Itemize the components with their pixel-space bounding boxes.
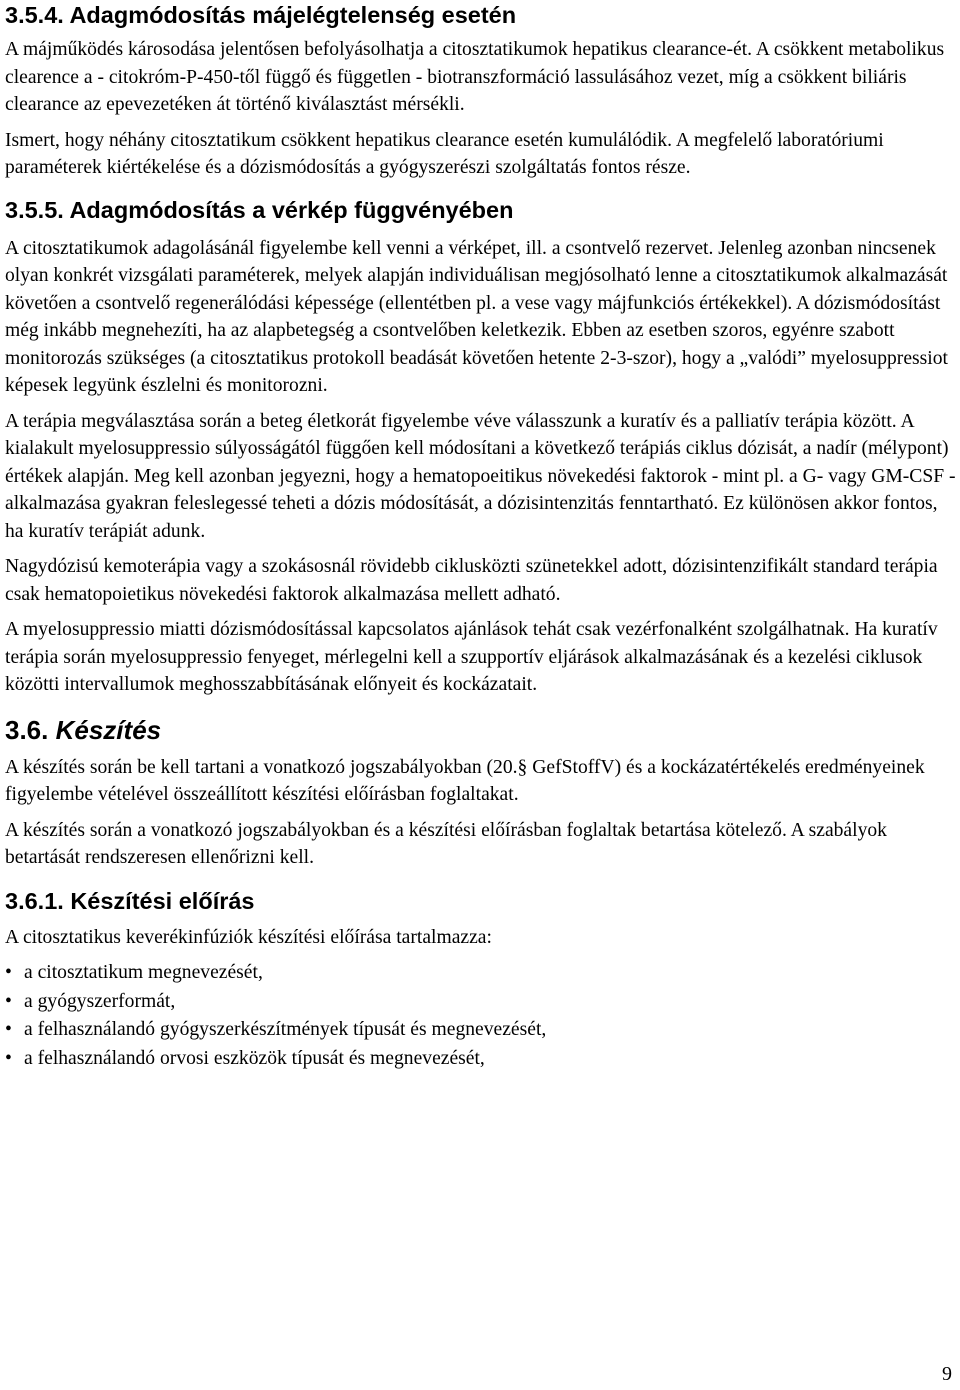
paragraph: A terápia megválasztása során a beteg életkorát figyelembe véve válasszunk a kuratív és a palliatív terápia között. A kialakult myelosuppressio súlyosságától függően kell módosítani a következő terápiás ciklus dózisát, a nadír (mélypont) értékek alapján. Meg kell azonban jegyezni, hogy a hematopoeitikus növekedési faktorok - mint pl. a G- vagy GM-CSF - alkalmazása gyakran feleslegessé teheti a dózis módosítását, a dózisintenzitás fenntartható. Ez különösen akkor fontos, ha kuratív terápiát adunk. [5, 410, 956, 542]
list-item: • a felhasználandó orvosi eszközök típusát és megnevezését, [5, 1045, 957, 1073]
paragraph: A készítés során be kell tartani a vonatkozó jogszabályokban (20.§ GefStoffV) és a kockázatértékelés eredményeinek figyelembe vételével összeállított készítési előírásban foglaltakat. [5, 756, 925, 805]
section-heading-3-5-4: 3.5.4. Adagmódosítás májelégtelenség esetén [5, 2, 517, 28]
document-page [5, 0, 957, 1072]
bullet-list [5, 959, 957, 1072]
section-number: 3.6. [5, 714, 49, 745]
paragraph: A májműködés károsodása jelentősen befolyásolhatja a citosztatikumok hepatikus clearance-ét. A csökkent metabolikus clearence a - citokróm-P-450-től függő és független - biotranszformáció lassulásához vezet, míg a csökkent biliáris clearance az epevezetéken át történő kiválasztást mérsékli. [5, 39, 945, 115]
paragraph: A myelosuppressio miatti dózismódosítással kapcsolatos ajánlások tehát csak vezérfonalként szolgálhatnak. Ha kuratív terápia során myelosuppressio fenyeget, mérlegelni kell a szupportív eljárások alkalmazásának és a kezelési ciklusok közötti intervallumok meghosszabbításának előnyeit és kockázatait. [5, 619, 938, 695]
section-heading-3-5-5: 3.5.5. Adagmódosítás a vérkép függvényében [5, 196, 514, 223]
paragraph: Nagydózisú kemoterápia vagy a szokásosnál rövidebb ciklusközti szünetekkel adott, dózisintenzifikált standard terápia csak hematopoietikus növekedési faktorok alkalmazása mellett adható. [5, 556, 938, 605]
paragraph: A citosztatikumok adagolásánál figyelembe kell venni a vérképet, ill. a csontvelő rezervet. Jelenleg azonban nincsenek olyan konkrét vizsgálati paraméterek, melyek alapján individuálisan megjósolható lenne a citosztatikumok alkalmazását követően a csontvelő regenerálódási képessége (ellentétben pl. a vese vagy májfunkciós értékekkel). A dózismódosítást még inkább megnehezíti, ha az alapbetegség a csontvelőben keletkezik. Ebben az esetben szoros, egyénre szabott monitorozás szükséges (a citosztatikus protokoll beadását követően hetente 2-3-szor), hogy a „valódi” myelosuppressiot képesek legyünk észlelni és monitorozni. [5, 237, 948, 396]
list-item: • a felhasználandó gyógyszerkészítmények típusát és megnevezését, [5, 1016, 957, 1044]
list-intro: A citosztatikus keverékinfúziók készítési előírása tartalmazza: [5, 926, 492, 948]
section-heading-3-6 [5, 713, 957, 747]
page-number: 9 [942, 1363, 952, 1385]
section-heading-3-6-1: 3.6.1. Készítési előírás [5, 887, 255, 914]
list-item: • a citosztatikum megnevezését, [5, 959, 957, 987]
section-title: Készítés [55, 714, 162, 745]
paragraph: A készítés során a vonatkozó jogszabályokban és a készítési előírásban foglaltak betartása kötelező. A szabályok betartását rendszeresen ellenőrizni kell. [5, 819, 887, 868]
list-item: • a gyógyszerformát, [5, 988, 957, 1016]
paragraph: Ismert, hogy néhány citosztatikum csökkent hepatikus clearance esetén kumulálódik. A megfelelő laboratóriumi paraméterek kiértékelése és a dózismódosítás a gyógyszerészi szolgáltatás fontos része. [5, 129, 884, 178]
